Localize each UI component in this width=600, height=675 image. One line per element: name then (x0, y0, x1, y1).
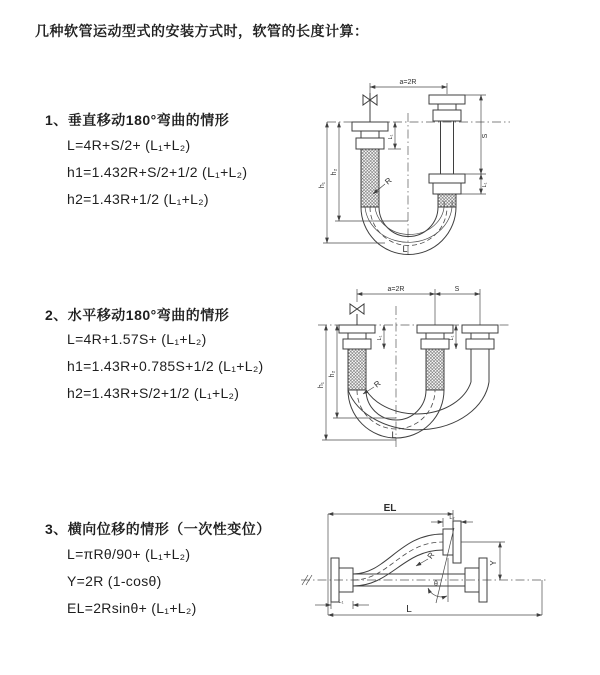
dimension-end-left (388, 122, 401, 149)
dim-length-label: L (406, 604, 412, 615)
right-flange-lower (429, 174, 465, 207)
section-1-formula-h1: h1=1.432R+S/2+1/2 (L₁+L₂) (67, 164, 248, 180)
dim-el-label: EL (383, 503, 397, 514)
dim-h2-label: h₂ (331, 168, 338, 176)
section-2-formula-h2: h2=1.43R+S/2+1/2 (L₁+L₂) (67, 385, 240, 401)
right-flange-upper (429, 95, 465, 174)
dim-y-label: Y (489, 560, 498, 566)
dimension-end-left (315, 599, 369, 609)
dim-span-label: a=2R (399, 79, 417, 86)
radius-label: R (383, 175, 394, 187)
valve-icon (363, 93, 377, 122)
braided-hose-right (438, 194, 456, 207)
valve-icon (350, 304, 364, 325)
dim-span-label: a=2R (387, 286, 405, 293)
length-label: L (402, 244, 408, 254)
dim-end-right-label: L₁ (482, 182, 488, 188)
centerlines (318, 306, 511, 448)
displaced-hose-curve (353, 534, 443, 586)
radius-label: R (372, 378, 383, 390)
braided-hose-left (348, 349, 366, 390)
diagram-vertical-bend (305, 73, 515, 258)
left-flange (352, 122, 388, 207)
dimension-y (461, 542, 505, 580)
dim-h1-label: h₁ (319, 181, 326, 189)
dim-h2-label: h₂ (329, 370, 336, 378)
dim-travel-label: S (454, 286, 460, 293)
right-flange-moved (462, 325, 498, 382)
dim-end-label: L₁ (388, 134, 394, 140)
section-2-formula-h1: h1=1.43R+0.785S+1/2 (L₁+L₂) (67, 358, 264, 374)
section-1-formula-L: L=4R+S/2+ (L₁+L₂) (67, 137, 191, 153)
section-2-formula-L: L=4R+1.57S+ (L₁+L₂) (67, 331, 207, 347)
section-3-heading: 3、横向位移的情形（一次性变位） (45, 521, 271, 537)
dim-end-label: L₁ (449, 335, 455, 341)
dim-travel-label: S (482, 133, 489, 139)
right-flange-raised (443, 521, 461, 563)
centerlines (301, 575, 547, 585)
page-title: 几种软管运动型式的安装方式时，软管的长度计算： (35, 23, 369, 39)
dim-end-label: L₁ (377, 335, 383, 341)
radius-label: R (425, 550, 437, 561)
middle-flange (417, 325, 453, 390)
braided-hose-middle (426, 349, 444, 390)
dimension-end-left (377, 325, 384, 349)
dim-end-left-label: L₁ (338, 599, 344, 605)
dimension-end-right (431, 515, 473, 527)
dim-h1-label: h₁ (318, 381, 325, 389)
section-3-formula-L: L=πRθ/90+ (L₁+L₂) (67, 546, 191, 562)
braided-hose-left (361, 149, 379, 207)
hose-bend-arcs (361, 201, 456, 255)
dimension-span (357, 286, 480, 325)
diagram-lateral-displacement (295, 498, 555, 648)
dim-end-right-label: L₂ (449, 515, 455, 521)
section-3-formula-Y: Y=2R (1-cosθ) (67, 573, 162, 589)
section-3-formula-EL: EL=2Rsinθ+ (L₁+L₂) (67, 600, 197, 616)
section-1-heading: 1、垂直移动180°弯曲的情形 (45, 112, 230, 128)
length-label: L (391, 430, 397, 440)
dimension-span (370, 79, 447, 94)
radius-callout (416, 528, 454, 603)
dimension-el (328, 503, 453, 615)
left-flange (339, 325, 375, 390)
section-1-formula-h2: h2=1.43R+1/2 (L₁+L₂) (67, 191, 209, 207)
angle-callout (428, 581, 447, 597)
section-2-heading: 2、水平移动180°弯曲的情形 (45, 307, 230, 323)
angle-label: θ (434, 581, 438, 588)
diagram-horizontal-bend (306, 278, 538, 454)
